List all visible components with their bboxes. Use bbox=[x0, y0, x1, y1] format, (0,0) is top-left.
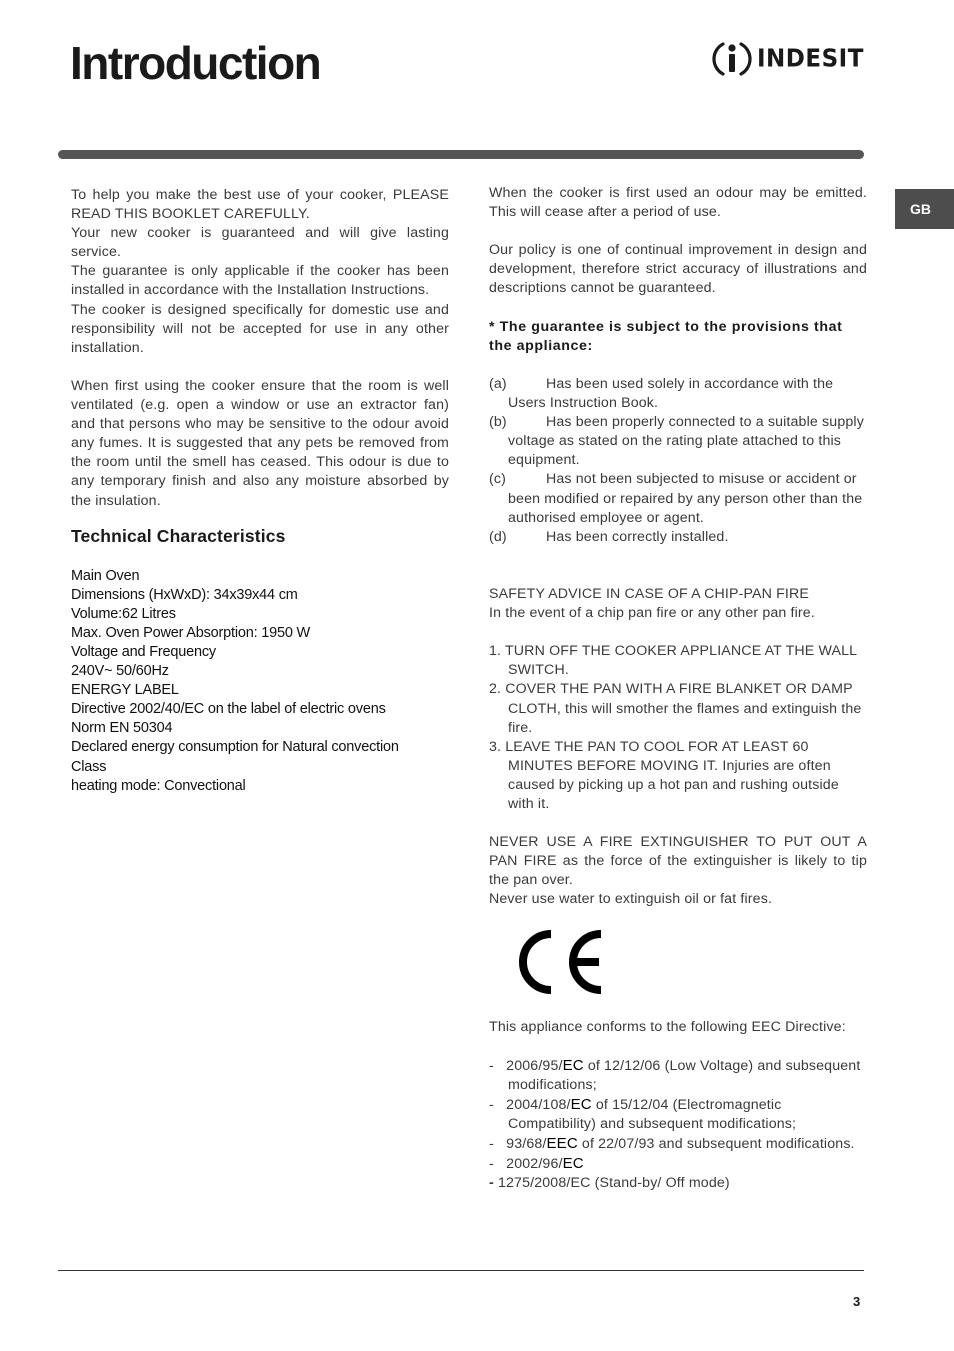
provision-text: Has been properly connected to a suitable supply voltage as stated on the rating plate attached to this equipment. bbox=[508, 414, 864, 469]
odour-paragraph: When the cooker is first used an odour may be emitted. This will cease after a period of use. bbox=[489, 185, 867, 221]
tech-line: Norm EN 50304 bbox=[71, 720, 173, 737]
directive-dash: - bbox=[489, 1136, 494, 1153]
provision-text: Has been used solely in accordance with the Users Instruction Book. bbox=[508, 375, 834, 412]
left-column bbox=[71, 186, 449, 796]
directive-item bbox=[489, 1154, 867, 1174]
directive-item bbox=[489, 1095, 867, 1134]
provision-text: Has been correctly installed. bbox=[546, 528, 729, 545]
directive-suffix: EEC bbox=[546, 1135, 578, 1153]
directive-suffix: EC bbox=[562, 1155, 584, 1173]
provision-letter: (b) bbox=[489, 414, 507, 431]
provision-item bbox=[489, 528, 867, 547]
intro-line: The cooker is designed specifically for domestic use and responsibility will not be accepted for use in any other installation. bbox=[71, 301, 449, 356]
guarantee-note: * The guarantee is subject to the provisions that the appliance: bbox=[489, 318, 843, 354]
brand-logo bbox=[711, 36, 864, 82]
policy-paragraph: Our policy is one of continual improvement in design and development, therefore strict accuracy of illustrations and descriptions cannot be guaranteed. bbox=[489, 242, 867, 297]
directive-suffix: EC bbox=[562, 1056, 584, 1074]
extinguisher-warning: NEVER USE A FIRE EXTINGUISHER TO PUT OUT A PAN FIRE as the force of the extinguisher is likely to tip the pan over. bbox=[489, 834, 867, 889]
indesit-logo-icon bbox=[711, 38, 753, 80]
tech-line: Class bbox=[71, 758, 107, 775]
tech-line: Voltage and Frequency bbox=[71, 643, 216, 660]
safety-step: 2. COVER THE PAN WITH A FIRE BLANKET OR DAMP CLOTH, this will smother the flames and extinguish the fire. bbox=[489, 681, 862, 736]
directive-item bbox=[489, 1134, 867, 1154]
tech-line: Max. Oven Power Absorption: 1950 W bbox=[71, 624, 311, 641]
intro-line: To help you make the best use of your cooker, PLEASE READ THIS BOOKLET CAREFULLY. bbox=[71, 187, 449, 223]
brand-name: INDESIT bbox=[757, 44, 864, 74]
header-divider bbox=[58, 150, 864, 159]
directive-item bbox=[489, 1056, 867, 1095]
tech-line: Directive 2002/40/EC on the label of electric ovens bbox=[71, 701, 386, 718]
directive-code: 2002/96/ bbox=[506, 1156, 563, 1173]
directive-dash: - bbox=[489, 1057, 494, 1074]
directive-text: of 22/07/93 and subsequent modifications. bbox=[577, 1136, 855, 1153]
right-column bbox=[489, 184, 867, 1193]
provision-text: Has not been subjected to misuse or accident or been modified or repaired by any person other than the authorised employee or agent. bbox=[508, 471, 863, 526]
directive-item bbox=[489, 1174, 867, 1193]
provision-letter: (a) bbox=[489, 375, 507, 392]
directive-code: 93/68/ bbox=[506, 1136, 547, 1153]
tech-list bbox=[71, 567, 449, 796]
provision-item bbox=[489, 470, 867, 527]
directive-dash: - bbox=[489, 1096, 494, 1113]
ventilation-paragraph: When first using the cooker ensure that the room is well ventilated (e.g. open a window or use an extractor fan) and that persons who may be sensitive to the odour avoid any fumes. It is suggested that any pets be removed from the room until the smell has ceased. This odour is due to any temporary finish and also any moisture absorbed by the insulation. bbox=[71, 377, 449, 509]
tech-line: ENERGY LABEL bbox=[71, 682, 179, 699]
directive-code: 2006/95/ bbox=[506, 1057, 563, 1074]
safety-step: 3. LEAVE THE PAN TO COOL FOR AT LEAST 60 MINUTES BEFORE MOVING IT. Injuries are often caused by picking up a hot pan and rushing outside with it. bbox=[489, 738, 839, 812]
language-tab bbox=[895, 189, 954, 229]
directive-dash: - bbox=[489, 1156, 494, 1173]
tech-line: Main Oven bbox=[71, 567, 140, 584]
footer-divider bbox=[58, 1270, 864, 1271]
intro-line: The guarantee is only applicable if the cooker has been installed in accordance with the Installation Instructions. bbox=[71, 263, 449, 299]
tech-heading: Technical Characteristics bbox=[71, 525, 286, 546]
directive-text: of 12/12/06 (Low Voltage) and subsequent modifications; bbox=[508, 1057, 861, 1093]
provision-letter: (c) bbox=[489, 471, 506, 488]
tech-line: Declared energy consumption for Natural convection bbox=[71, 739, 399, 756]
safety-heading: SAFETY ADVICE IN CASE OF A CHIP-PAN FIRE bbox=[489, 585, 810, 602]
directive-dash: - bbox=[489, 1175, 494, 1192]
tech-line: 240V~ 50/60Hz bbox=[71, 663, 169, 680]
tech-line: Volume:62 Litres bbox=[71, 605, 176, 622]
intro-line: Your new cooker is guaranteed and will give lasting service. bbox=[71, 225, 449, 261]
provision-letter: (d) bbox=[489, 528, 507, 545]
water-warning: Never use water to extinguish oil or fat fires. bbox=[489, 891, 773, 908]
directive-code: 2004/108/ bbox=[506, 1096, 571, 1113]
page-number: 3 bbox=[853, 1294, 861, 1309]
provision-item bbox=[489, 413, 867, 470]
tech-line: Dimensions (HxWxD): 34x39x44 cm bbox=[71, 586, 298, 603]
conformity-statement: This appliance conforms to the following EEC Directive: bbox=[489, 1018, 846, 1035]
tech-line: heating mode: Convectional bbox=[71, 777, 246, 794]
directive-code: 1275/2008/EC (Stand-by/ Off mode) bbox=[497, 1175, 730, 1192]
directive-suffix: EC bbox=[570, 1095, 592, 1113]
ce-mark-icon bbox=[511, 928, 605, 996]
directive-text: of 15/12/04 (Electromagnetic Compatibility) and subsequent modifications; bbox=[508, 1096, 797, 1133]
page-title: Introduction bbox=[70, 37, 321, 89]
safety-step: 1. TURN OFF THE COOKER APPLIANCE AT THE WALL SWITCH. bbox=[489, 643, 857, 679]
provision-item bbox=[489, 375, 867, 413]
safety-intro: In the event of a chip pan fire or any other pan fire. bbox=[489, 605, 815, 622]
language-tab-label: GB bbox=[910, 201, 931, 217]
